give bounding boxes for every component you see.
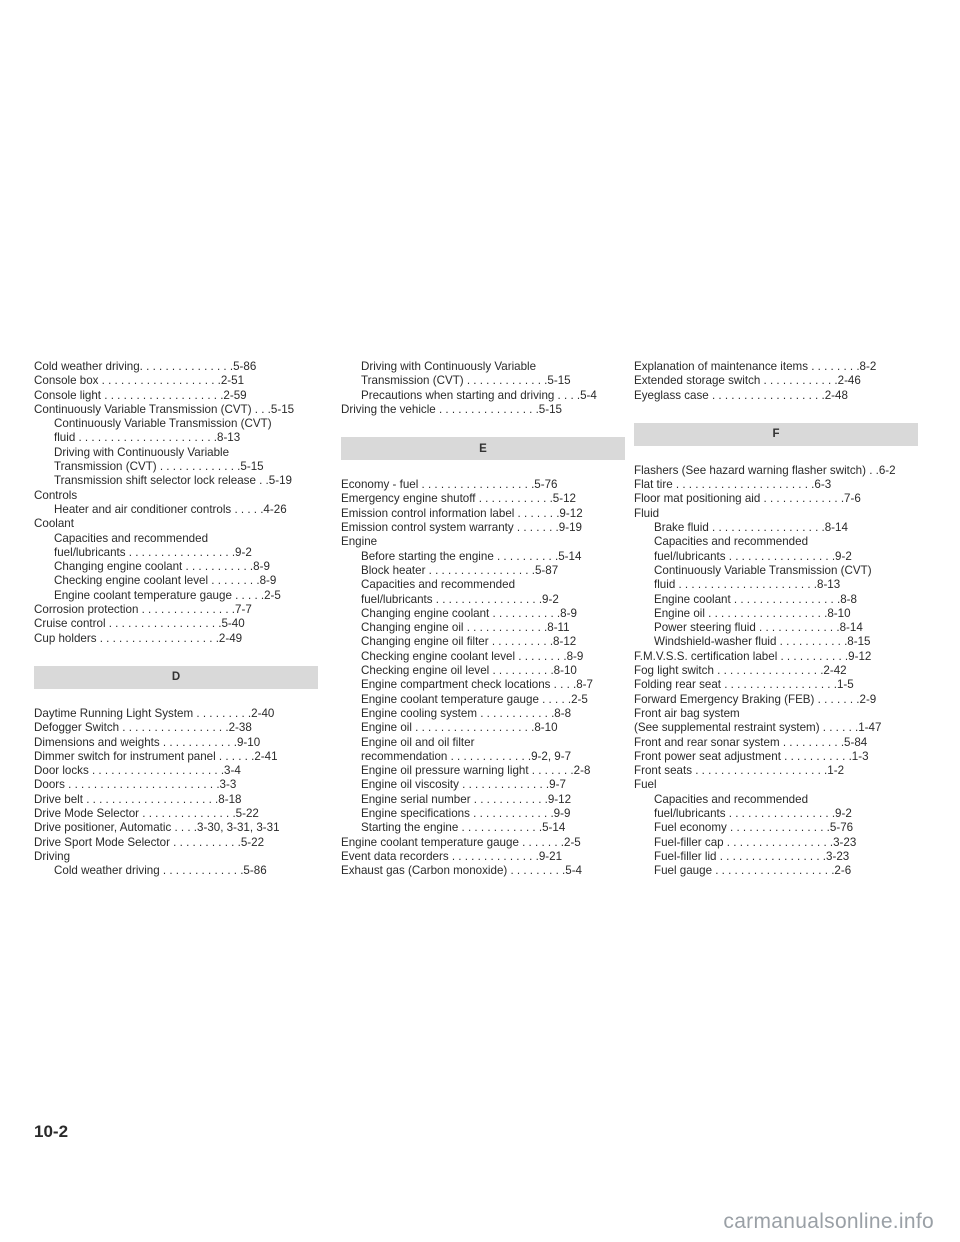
index-subentry: Engine oil . . . . . . . . . . . . . . . . . . .8-10: [361, 721, 558, 735]
index-entry: Dimmer switch for instrument panel . . . . . .2-41: [34, 749, 278, 763]
index-subentry: Driving with Continuously Variable: [54, 445, 230, 459]
index-subentry: Engine oil pressure warning light . . . . . . .2-8: [361, 764, 591, 778]
index-subentry: Transmission (CVT) . . . . . . . . . . . . .5-15: [54, 460, 264, 474]
index-entry: F.M.V.S.S. certification label . . . . . . . . . . .9-12: [634, 649, 872, 663]
index-entry: Console light . . . . . . . . . . . . . . . . . . .2-59: [34, 388, 247, 402]
index-subentry: Engine coolant . . . . . . . . . . . . . . . . .8-8: [654, 592, 857, 606]
index-subentry: Changing engine oil . . . . . . . . . . . . .8-11: [361, 621, 570, 635]
index-entry: Emission control information label . . . . . . .9-12: [341, 506, 583, 520]
index-subentry: Engine oil and oil filter: [361, 735, 475, 749]
index-subentry: Cold weather driving . . . . . . . . . . . . .5-86: [54, 864, 267, 878]
index-entry: Cruise control . . . . . . . . . . . . . . . . . .5-40: [34, 617, 245, 631]
index-subentry: Transmission (CVT) . . . . . . . . . . . . .5-15: [361, 374, 571, 388]
watermark: carmanualsonline.info: [723, 1210, 934, 1233]
index-entry: Door locks . . . . . . . . . . . . . . . . . . . . .3-4: [34, 764, 241, 778]
section-header: F: [634, 423, 918, 446]
index-subentry: Engine serial number . . . . . . . . . . . .9-12: [361, 792, 572, 806]
index-subentry: Engine cooling system . . . . . . . . . . . .8-8: [361, 706, 572, 720]
index-entry: Floor mat positioning aid . . . . . . . . . . . . .7-6: [634, 492, 861, 506]
index-column-1: [34, 360, 318, 879]
index-entry: Front air bag system: [634, 706, 740, 720]
index-subentry: fuel/lubricants . . . . . . . . . . . . . . . . .9-2: [654, 549, 852, 563]
index-subentry: Heater and air conditioner controls . . . . .4-26: [54, 502, 287, 516]
index-entry: Folding rear seat . . . . . . . . . . . . . . . . . .1-5: [634, 678, 854, 692]
index-subentry: Starting the engine . . . . . . . . . . . . .5-14: [361, 821, 566, 835]
index-subentry: Transmission shift selector lock release . .5-19: [54, 474, 292, 488]
index-entry: Event data recorders . . . . . . . . . . . . . .9-21: [341, 849, 563, 863]
index-entry: Daytime Running Light System . . . . . . . . .2-40: [34, 706, 275, 720]
index-subentry: Capacities and recommended: [654, 535, 809, 549]
index-subentry: Engine oil viscosity . . . . . . . . . . . . . .9-7: [361, 778, 566, 792]
index-subentry: fuel/lubricants . . . . . . . . . . . . . . . . .9-2: [361, 592, 559, 606]
index-entry: Fog light switch . . . . . . . . . . . . . . . . .2-42: [634, 664, 847, 678]
index-entry: Defogger Switch . . . . . . . . . . . . . . . . .2-38: [34, 721, 252, 735]
index-subentry: Checking engine coolant level . . . . . . . .8-9: [54, 574, 277, 588]
index-column-2: [341, 360, 625, 879]
index-entry: Flashers (See hazard warning flasher switch) . .6-2: [634, 463, 896, 477]
index-subentry: Brake fluid . . . . . . . . . . . . . . . . . .8-14: [654, 521, 848, 535]
index-entry: Forward Emergency Braking (FEB) . . . . . . .2-9: [634, 692, 877, 706]
index-entry: Fluid: [634, 506, 660, 520]
index-subentry: fluid . . . . . . . . . . . . . . . . . . . . . .8-13: [54, 431, 241, 445]
section-header: E: [341, 437, 625, 460]
index-entry: Explanation of maintenance items . . . . . . . .8-2: [634, 360, 877, 373]
index-entry: Drive positioner, Automatic . . . .3-30, 3-31, 3-31: [34, 821, 280, 835]
index-entry: Front seats . . . . . . . . . . . . . . . . . . . . .1-2: [634, 764, 845, 778]
index-subentry: Power steering fluid . . . . . . . . . . . . .8-14: [654, 621, 863, 635]
index-subentry: fuel/lubricants . . . . . . . . . . . . . . . . .9-2: [54, 545, 252, 559]
index-subentry: Driving with Continuously Variable: [361, 360, 537, 373]
index-subentry: recommendation . . . . . . . . . . . . .9-2, 9-7: [361, 749, 572, 763]
index-entry: Economy - fuel . . . . . . . . . . . . . . . . . .5-76: [341, 478, 558, 492]
index-entry: Emission control system warranty . . . . . . .9-19: [341, 521, 582, 535]
index-entry: Cold weather driving. . . . . . . . . . . . . . .5-86: [34, 360, 257, 373]
index-subentry: Changing engine coolant . . . . . . . . . . .8-9: [54, 560, 270, 574]
index-subentry: Continuously Variable Transmission (CVT): [54, 417, 272, 431]
index-subentry: Precautions when starting and driving . . . .5-4: [361, 388, 597, 402]
index-subentry: Capacities and recommended: [54, 531, 209, 545]
index-entry: Dimensions and weights . . . . . . . . . . . .9-10: [34, 735, 261, 749]
index-subentry: Fuel gauge . . . . . . . . . . . . . . . . . . .2-6: [654, 864, 852, 878]
index-entry: Engine: [341, 535, 378, 549]
section-header: D: [34, 666, 318, 689]
index-entry: Corrosion protection . . . . . . . . . . . . . . .7-7: [34, 603, 252, 617]
index-entry: Fuel: [634, 778, 657, 792]
index-entry: Doors . . . . . . . . . . . . . . . . . . . . . . . .3-3: [34, 778, 237, 792]
index-entry: Drive belt . . . . . . . . . . . . . . . . . . . . .8-18: [34, 792, 242, 806]
index-subentry: Engine compartment check locations . . . .8-7: [361, 678, 593, 692]
index-subentry: Engine oil . . . . . . . . . . . . . . . . . . .8-10: [654, 606, 851, 620]
index-entry: Console box . . . . . . . . . . . . . . . . . . .2-51: [34, 374, 245, 388]
index-subentry: Checking engine coolant level . . . . . . . .8-9: [361, 649, 584, 663]
index-entry: Driving: [34, 849, 71, 863]
index-subentry: Engine coolant temperature gauge . . . . .2-5: [54, 588, 281, 602]
index-entry: Front and rear sonar system . . . . . . . . . .5-84: [634, 735, 868, 749]
index-entry: Eyeglass case . . . . . . . . . . . . . . . . . .2-48: [634, 388, 848, 402]
index-entry: Engine coolant temperature gauge . . . . . . .2-5: [341, 835, 581, 849]
index-entry: Controls: [34, 488, 78, 502]
index-entry: Cup holders . . . . . . . . . . . . . . . . . . .2-49: [34, 631, 243, 645]
index-entry: Drive Mode Selector . . . . . . . . . . . . . . .5-22: [34, 807, 259, 821]
index-subentry: fluid . . . . . . . . . . . . . . . . . . . . . .8-13: [654, 578, 841, 592]
index-subentry: Changing engine coolant . . . . . . . . . . .8-9: [361, 606, 577, 620]
index-subentry: Fuel economy . . . . . . . . . . . . . . . .5-76: [654, 821, 854, 835]
index-subentry: Checking engine oil level . . . . . . . . . .8-10: [361, 664, 577, 678]
index-column-3: [634, 360, 918, 879]
page-number: 10-2: [34, 1122, 69, 1141]
index-entry: Driving the vehicle . . . . . . . . . . . . . . . .5-15: [341, 402, 563, 416]
index-entry: (See supplemental restraint system) . . . . . .1-47: [634, 721, 882, 735]
index-subentry: Changing engine oil filter . . . . . . . . . .8-12: [361, 635, 577, 649]
index-subentry: Block heater . . . . . . . . . . . . . . . . .5-87: [361, 563, 559, 577]
index-subentry: Fuel-filler lid . . . . . . . . . . . . . . . . .3-23: [654, 849, 850, 863]
index-entry: Flat tire . . . . . . . . . . . . . . . . . . . . . .6-3: [634, 478, 832, 492]
index-subentry: Capacities and recommended: [361, 578, 516, 592]
index-subentry: Windshield-washer fluid . . . . . . . . . . .8-15: [654, 635, 871, 649]
index-entry: Extended storage switch . . . . . . . . . . . .2-46: [634, 374, 861, 388]
index-entry: Emergency engine shutoff . . . . . . . . . . . .5-12: [341, 492, 576, 506]
index-subentry: Continuously Variable Transmission (CVT): [654, 563, 872, 577]
index-subentry: Fuel-filler cap . . . . . . . . . . . . . . . . .3-23: [654, 835, 857, 849]
index-subentry: Engine coolant temperature gauge . . . . .2-5: [361, 692, 588, 706]
index-entry: Exhaust gas (Carbon monoxide) . . . . . . . . .5-4: [341, 864, 583, 878]
index-entry: Continuously Variable Transmission (CVT) . . .5-15: [34, 402, 295, 416]
index-entry: Drive Sport Mode Selector . . . . . . . . . . .5-22: [34, 835, 265, 849]
index-entry: Coolant: [34, 517, 74, 531]
index-subentry: Before starting the engine . . . . . . . . . .5-14: [361, 549, 582, 563]
index-subentry: fuel/lubricants . . . . . . . . . . . . . . . . .9-2: [654, 807, 852, 821]
index-subentry: Engine specifications . . . . . . . . . . . . .9-9: [361, 807, 571, 821]
index-subentry: Capacities and recommended: [654, 792, 809, 806]
index-entry: Front power seat adjustment . . . . . . . . . . .1-3: [634, 749, 869, 763]
